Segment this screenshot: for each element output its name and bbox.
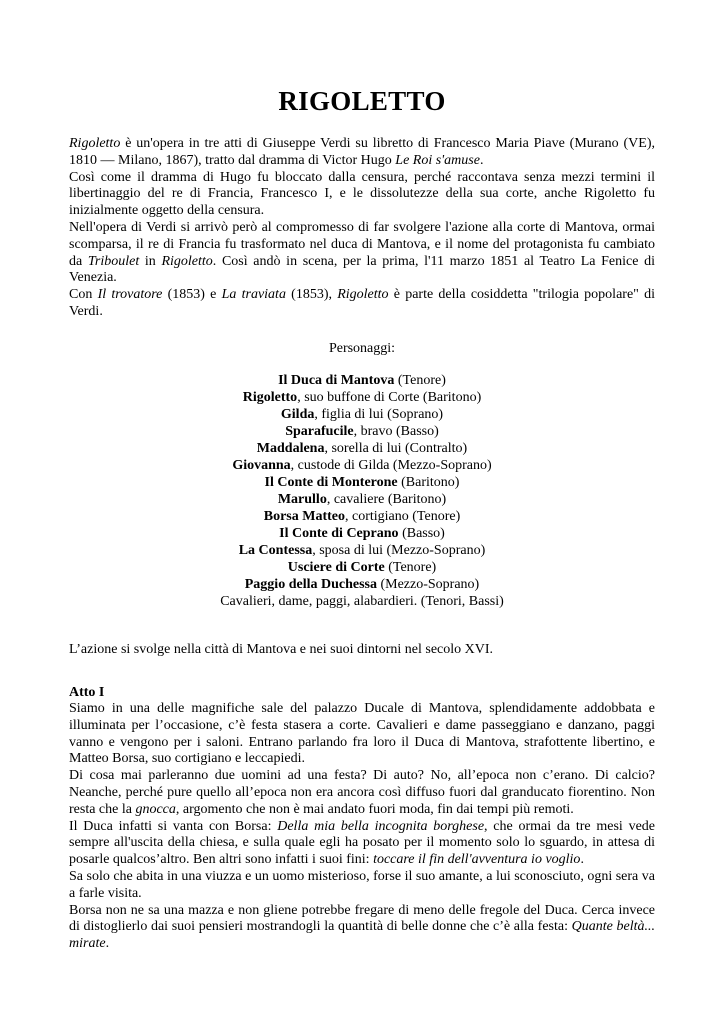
italic-text: Rigoletto	[161, 253, 213, 269]
text-run: è parte della cosiddetta "trilogia popolare" di Verdi.	[69, 287, 655, 319]
italic-text: Della mia bella incognita borghese	[277, 818, 485, 834]
cast-heading: Personaggi:	[328, 341, 396, 356]
intro-section	[69, 136, 655, 321]
character-description: (Tenore)	[384, 560, 437, 575]
cast-item	[69, 525, 655, 542]
italic-text: La traviata	[221, 287, 286, 303]
text-run: (1853),	[285, 287, 338, 303]
cast-item	[69, 440, 655, 457]
character-name: Paggio della Duchessa	[244, 577, 377, 592]
cast-list	[69, 372, 655, 610]
character-description: Cavalieri, dame, paggi, alabardieri. (Tenori, Bassi)	[220, 594, 504, 609]
text-run: in	[139, 253, 162, 269]
cast-item	[69, 508, 655, 525]
text-run: .	[580, 852, 584, 868]
character-description: (Mezzo-Soprano)	[376, 577, 480, 592]
italic-text: toccare il fin dell'avventura io voglio	[373, 852, 581, 868]
act-paragraph	[69, 701, 655, 768]
cast-item	[69, 406, 655, 423]
cast-item	[69, 576, 655, 593]
text-run: .	[479, 152, 484, 168]
intro-paragraph	[69, 136, 655, 170]
character-description: (Tenore)	[394, 373, 446, 388]
text-run: (1853) e	[162, 287, 222, 303]
italic-text: Le Roi s'amuse	[395, 152, 480, 168]
text-run: .	[105, 936, 110, 952]
cast-item	[69, 474, 655, 491]
character-description: , cavaliere (Baritono)	[326, 492, 447, 507]
italic-text: Rigoletto	[337, 287, 389, 303]
character-description: (Basso)	[398, 526, 445, 541]
character-description: , sorella di lui (Contralto)	[324, 441, 468, 456]
character-name: Usciere di Corte	[287, 560, 385, 575]
character-description: , bravo (Basso)	[353, 424, 439, 439]
character-description: (Baritono)	[397, 475, 460, 490]
cast-item	[69, 559, 655, 576]
character-name: La Contessa	[238, 543, 313, 558]
text-run: Siamo in una delle magnifiche sale del palazzo Ducale di Mantova, splendidamente addobbata e illuminata per l’occasione, c’è festa stasera a corte. Cavalieri e dame passeggiano e danzano, paggi vanno e vengono per i saloni. Entrano parlando fra loro il Duca di Mantova, strafottente libertino, e Matteo Borsa, suo cortigiano e leccapiedi.	[69, 701, 655, 767]
character-description: , figlia di lui (Soprano)	[314, 407, 444, 422]
intro-paragraph	[69, 220, 655, 287]
intro-paragraph	[69, 287, 655, 321]
text-run: , argomento che non è mai andato fuori moda, fin dai tempi più remoti.	[175, 801, 574, 817]
act-heading: Atto I	[69, 685, 105, 700]
cast-item	[69, 372, 655, 389]
cast-item	[69, 457, 655, 474]
character-name: Il Conte di Ceprano	[279, 526, 399, 541]
text-run: . Così andò in scena, per la prima, l'11 marzo 1851 al Teatro La Fenice di Venezia.	[69, 253, 655, 286]
intro-paragraph	[69, 170, 655, 220]
text-run: Il Duca infatti si vanta con Borsa:	[69, 818, 278, 834]
text-run: Di cosa mai parleranno due uomini ad una festa? Di auto? No, all’epoca non c’erano. Di calcio? Neanche, perché pure quello all’epoca non era ancora così diffuso fuori dal granducato fiorentino. Non resta che la	[69, 768, 655, 817]
character-description: , custode di Gilda (Mezzo-Soprano)	[290, 458, 492, 473]
text-run: Borsa non ne sa una mazza e non gliene potrebbe fregare di meno delle fregole del Duca. Cerca invece di distoglierlo dai suoi pensieri mostrandogli la quantità di belle donne che c’è alla festa:	[69, 902, 655, 935]
character-name: Giovanna	[232, 458, 291, 473]
character-description: , suo buffone di Corte (Baritono)	[297, 390, 482, 405]
character-description: , cortigiano (Tenore)	[345, 509, 461, 524]
italic-text: Il trovatore	[97, 287, 163, 303]
character-name: Gilda	[280, 407, 315, 422]
act-paragraph	[69, 869, 655, 903]
act-paragraph	[69, 768, 655, 818]
italic-text: Triboulet	[87, 253, 140, 269]
text-run: , che ormai da tre mesi vede sempre all'uscita della chiesa, e sulla quale egli ha posato per il momento solo lo sguardo, in attesa di posarle qualcos’altro. Ben altri sono infatti i suoi fini:	[69, 818, 656, 868]
cast-item	[69, 423, 655, 440]
text-run: Nell'opera di Verdi si arrivò però al compromesso di far svolgere l'azione alla corte di Mantova, ormai scomparsa, il re di Francia fu trasformato nel duca di Mantova, e il nome del protagonista fu cambiato da	[69, 219, 655, 269]
cast-item	[69, 542, 655, 559]
character-name: Marullo	[277, 492, 327, 507]
text-run: Così come il dramma di Hugo fu bloccato dalla censura, perché raccontava senza mezzi termini il libertinaggio del re di Francia, Francesco I, e le dissolutezze della sua corte, anche Rigoletto fu inizialmente oggetto della censura.	[69, 169, 655, 219]
cast-item	[69, 491, 655, 508]
act-body	[69, 701, 655, 953]
text-run: Sa solo che abita in una viuzza e un uomo misterioso, forse il suo amante, a lui sconosciuto, ogni sera va a farle visita.	[69, 868, 655, 901]
character-description: , sposa di lui (Mezzo-Soprano)	[312, 543, 486, 558]
character-name: Il Duca di Mantova	[278, 373, 395, 388]
cast-item	[69, 389, 655, 406]
document-title: RIGOLETTO	[278, 86, 446, 116]
text-run: è un'opera in tre atti di Giuseppe Verdi su libretto di Francesco Maria Piave (Murano (VE), 1810 — Milano, 1867), tratto dal dramma di Victor Hugo	[69, 136, 655, 168]
italic-text: gnocca	[135, 801, 176, 817]
setting-paragraph: L’azione si svolge nella città di Mantova e nei suoi dintorni nel secolo XVI.	[69, 642, 494, 657]
cast-item	[69, 593, 655, 610]
act-paragraph	[69, 819, 655, 869]
character-name: Borsa Matteo	[263, 509, 345, 524]
character-name: Il Conte di Monterone	[264, 475, 398, 490]
italic-text: Rigoletto	[69, 136, 121, 151]
character-name: Sparafucile	[285, 424, 354, 439]
text-run: Con	[69, 287, 98, 303]
character-name: Rigoletto	[242, 390, 298, 405]
italic-text: Quante beltà... mirate	[69, 919, 655, 952]
act-paragraph	[69, 903, 655, 953]
character-name: Maddalena	[256, 441, 325, 456]
